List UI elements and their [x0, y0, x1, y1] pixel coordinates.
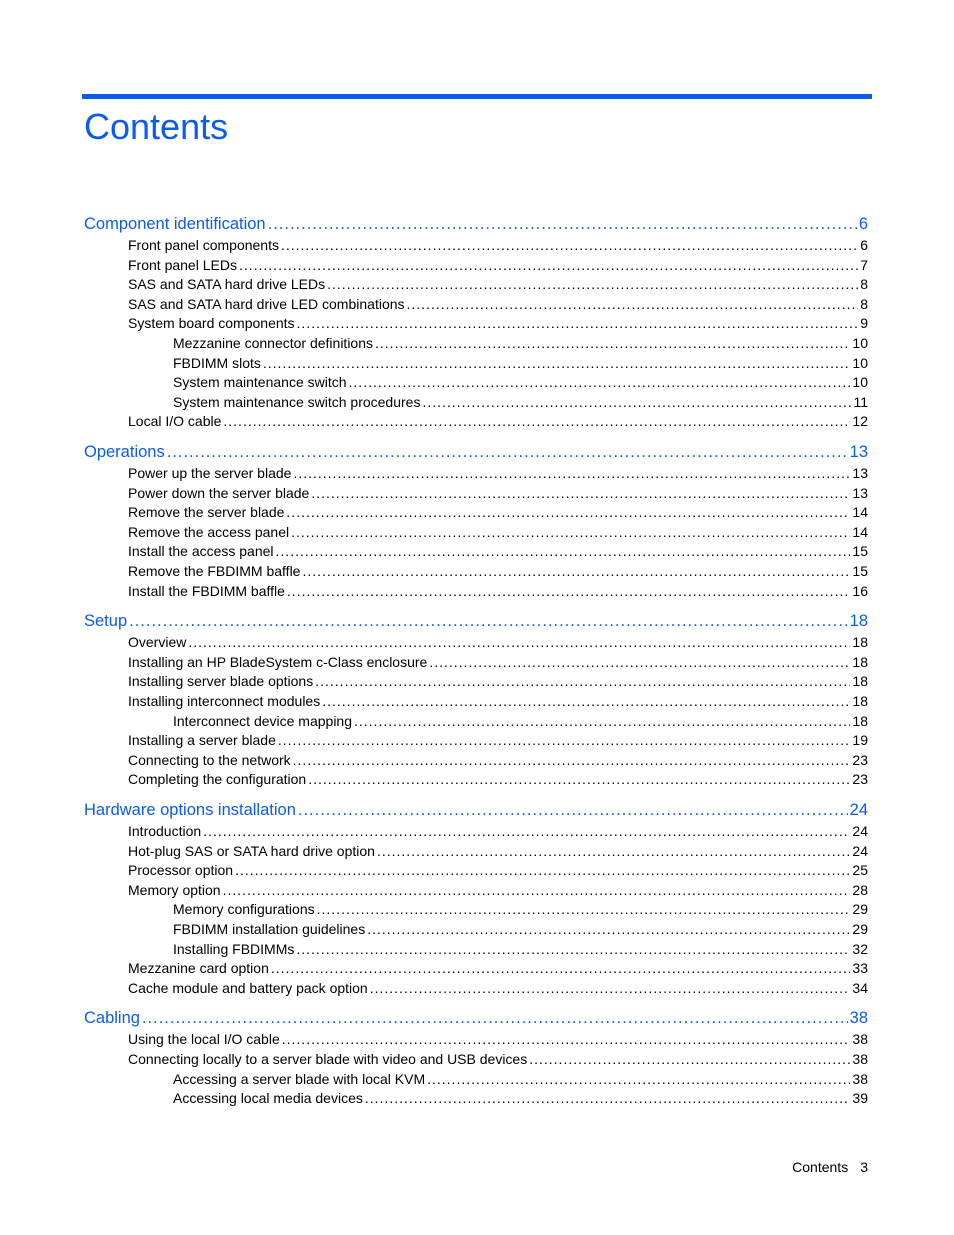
toc-leader-dots [203, 823, 850, 839]
toc-leader-dots [268, 215, 857, 234]
toc-entry-page: 23 [852, 751, 868, 768]
toc-entry-label: Installing a server blade [128, 732, 276, 749]
toc-entry[interactable] [173, 921, 868, 940]
toc-chapter-entry[interactable] [84, 443, 868, 465]
toc-entry-label: System maintenance switch procedures [173, 393, 421, 410]
toc-entry-page: 13 [852, 484, 868, 501]
toc-entry-page: 9 [860, 315, 868, 332]
toc-entry[interactable] [173, 355, 868, 374]
toc-leader-dots [429, 654, 850, 670]
toc-leader-dots [367, 921, 850, 937]
toc-leader-dots [263, 355, 851, 371]
toc-chapter-entry[interactable] [84, 612, 868, 634]
toc-entry-label: Remove the server blade [128, 504, 285, 521]
toc-entry-page: 13 [852, 465, 868, 481]
toc-leader-dots [354, 713, 850, 729]
toc-entry-page: 15 [852, 543, 868, 560]
toc-entry-page: 18 [849, 612, 868, 631]
toc-leader-dots [287, 583, 851, 599]
toc-entry[interactable] [173, 394, 868, 413]
toc-leader-dots [407, 296, 859, 312]
toc-leader-dots [293, 465, 850, 481]
toc-chapter-entry[interactable] [84, 215, 868, 237]
toc-entry-label: Installing server blade options [128, 673, 314, 690]
toc-entry-page: 16 [852, 582, 868, 599]
toc-entry-page: 18 [852, 693, 868, 709]
toc-entry-page: 13 [849, 443, 868, 461]
toc-entry-label: Front panel LEDs [128, 256, 237, 273]
toc-entry-page: 12 [852, 413, 868, 430]
toc-entry-page: 18 [852, 673, 868, 690]
toc-entry-label: Mezzanine card option [128, 960, 269, 977]
toc-entry[interactable] [128, 276, 868, 295]
toc-entry-label: Using the local I/O cable [128, 1031, 280, 1048]
toc-entry[interactable] [128, 583, 868, 602]
toc-entry[interactable] [128, 882, 868, 901]
toc-entry-label: Installing an HP BladeSystem c-Class enclosure [128, 653, 428, 670]
toc-leader-dots [422, 394, 851, 410]
toc-entry[interactable] [128, 673, 868, 692]
toc-leader-dots [281, 237, 858, 253]
toc-leader-dots [239, 257, 858, 273]
toc-entry-page: 38 [852, 1051, 868, 1067]
toc-entry[interactable] [173, 1090, 868, 1109]
toc-leader-dots [223, 882, 851, 898]
toc-entry-label: Setup [84, 612, 128, 631]
toc-entry-page: 23 [852, 771, 868, 788]
footer-page-number: 3 [860, 1159, 868, 1175]
toc-entry-page: 10 [852, 335, 868, 351]
toc-leader-dots [322, 693, 850, 709]
toc-entry-label: SAS and SATA hard drive LEDs [128, 276, 326, 293]
toc-entry-label: Connecting locally to a server blade with video and USB devices [128, 1051, 528, 1067]
toc-entry-label: FBDIMM installation guidelines [173, 921, 366, 937]
toc-leader-dots [349, 374, 851, 390]
toc-leader-dots [271, 960, 851, 976]
toc-entry-label: Operations [84, 443, 165, 461]
toc-entry-label: Accessing a server blade with local KVM [173, 1070, 426, 1087]
toc-entry-page: 25 [852, 862, 868, 879]
toc-entry-label: Accessing local media devices [173, 1090, 363, 1107]
toc-entry-label: Processor option [128, 862, 234, 879]
toc-entry-label: Hot-plug SAS or SATA hard drive option [128, 842, 375, 859]
toc-entry-label: Memory configurations [173, 901, 315, 918]
toc-entry[interactable] [128, 732, 868, 751]
toc-entry-page: 34 [852, 979, 868, 996]
title-rule [82, 94, 872, 99]
toc-chapter-entry[interactable] [84, 801, 868, 823]
toc-leader-dots [302, 563, 850, 579]
toc-leader-dots [315, 673, 850, 689]
toc-entry-label: Completing the configuration [128, 771, 307, 788]
toc-entry-label: Introduction [128, 823, 202, 839]
toc-entry-page: 18 [852, 712, 868, 729]
toc-entry-page: 39 [852, 1090, 868, 1107]
toc-entry-page: 11 [853, 393, 868, 410]
toc-entry-label: Hardware options installation [84, 801, 296, 819]
toc-leader-dots [129, 612, 848, 631]
toc-entry[interactable] [128, 465, 868, 484]
toc-entry-label: Cache module and battery pack option [128, 979, 368, 996]
toc-entry-page: 33 [852, 960, 868, 977]
toc-entry-page: 38 [852, 1070, 868, 1087]
toc-entry[interactable] [173, 941, 868, 960]
toc-leader-dots [327, 276, 858, 292]
toc-entry-page: 18 [852, 653, 868, 670]
toc-entry-label: SAS and SATA hard drive LED combinations [128, 295, 405, 312]
toc-entry-label: Connecting to the network [128, 751, 291, 768]
toc-entry-page: 29 [852, 921, 868, 937]
toc-entry-label: Power down the server blade [128, 484, 310, 501]
toc-entry-page: 14 [852, 504, 868, 521]
page-title: Contents [84, 106, 229, 147]
toc-leader-dots [298, 801, 848, 820]
toc-leader-dots [370, 980, 851, 996]
toc-entry[interactable] [128, 413, 868, 432]
toc-entry-page: 6 [860, 237, 868, 253]
toc-leader-dots [296, 941, 850, 957]
toc-entry[interactable] [128, 752, 868, 771]
toc-entry[interactable] [173, 335, 868, 354]
toc-entry-page: 7 [860, 256, 868, 273]
toc-entry-label: Overview [128, 634, 187, 651]
toc-leader-dots [276, 543, 851, 559]
toc-entry[interactable] [128, 296, 868, 315]
toc-entry[interactable] [128, 1031, 868, 1050]
toc-entry-page: 15 [852, 563, 868, 579]
toc-entry[interactable] [173, 901, 868, 920]
toc-entry-label: Front panel components [128, 237, 279, 253]
toc-entry-page: 10 [852, 374, 868, 391]
toc-entry[interactable] [128, 693, 868, 712]
toc-leader-dots [375, 335, 850, 351]
toc-entry-label: Remove the FBDIMM baffle [128, 563, 301, 579]
toc-leader-dots [529, 1051, 850, 1067]
toc-entry-label: System maintenance switch [173, 374, 347, 391]
toc-leader-dots [278, 732, 851, 748]
toc-leader-dots [365, 1090, 851, 1106]
toc-entry[interactable] [128, 862, 868, 881]
toc-entry-label: Power up the server blade [128, 465, 292, 481]
toc-entry[interactable] [128, 771, 868, 790]
toc-entry[interactable] [128, 634, 868, 653]
toc-entry-page: 32 [852, 940, 868, 957]
toc-chapter-entry[interactable] [84, 1009, 868, 1031]
toc-entry-page: 8 [860, 295, 868, 312]
toc-entry[interactable] [128, 504, 868, 523]
toc-entry[interactable] [128, 543, 868, 562]
toc-entry[interactable] [173, 713, 868, 732]
toc-entry-page: 8 [860, 276, 868, 293]
toc-leader-dots [308, 771, 850, 787]
toc-leader-dots [317, 901, 851, 917]
toc-entry-label: Install the access panel [128, 543, 274, 560]
toc-leader-dots [223, 413, 850, 429]
toc-entry[interactable] [128, 960, 868, 979]
toc-entry-page: 6 [858, 215, 868, 233]
toc-entry-label: Installing FBDIMMs [173, 940, 295, 957]
toc-entry-label: System board components [128, 315, 295, 332]
toc-entry[interactable] [128, 485, 868, 504]
toc-entry[interactable] [128, 843, 868, 862]
toc-entry[interactable] [128, 823, 868, 842]
toc-entry[interactable] [128, 654, 868, 673]
toc-leader-dots [311, 485, 850, 501]
toc-entry[interactable] [128, 1051, 868, 1070]
toc-entry-label: Local I/O cable [128, 413, 222, 430]
toc-entry-label: Memory option [128, 881, 221, 898]
toc-leader-dots [293, 752, 851, 768]
toc-entry[interactable] [128, 563, 868, 582]
toc-entry[interactable] [128, 237, 868, 256]
toc-leader-dots [235, 862, 850, 878]
toc-entry-label: Remove the access panel [128, 523, 290, 540]
toc-leader-dots [286, 504, 850, 520]
footer-label: Contents [792, 1159, 849, 1175]
toc-entry-page: 38 [849, 1009, 868, 1028]
toc-leader-dots [291, 524, 850, 540]
toc-leader-dots [282, 1031, 851, 1047]
toc-entry-label: Component identification [84, 215, 266, 233]
toc-entry-page: 24 [849, 801, 868, 819]
toc-entry-page: 38 [852, 1031, 868, 1048]
toc-entry[interactable] [128, 980, 868, 999]
toc-entry-label: Install the FBDIMM baffle [128, 582, 285, 599]
toc-entry[interactable] [128, 257, 868, 276]
toc-entry-label: FBDIMM slots [173, 354, 261, 371]
toc-entry-page: 14 [852, 523, 868, 540]
toc-leader-dots [297, 315, 859, 331]
toc-entry-label: Interconnect device mapping [173, 712, 352, 729]
toc-leader-dots [377, 843, 850, 859]
toc-entry-page: 19 [852, 732, 868, 749]
page-footer [792, 1159, 868, 1175]
toc-entry-label: Installing interconnect modules [128, 693, 321, 709]
toc-entry[interactable] [173, 1071, 868, 1090]
toc-entry-page: 24 [852, 823, 868, 839]
toc-leader-dots [142, 1009, 848, 1028]
toc-entry[interactable] [128, 315, 868, 334]
toc-entry-page: 28 [852, 881, 868, 898]
toc-entry-page: 24 [852, 842, 868, 859]
toc-entry[interactable] [173, 374, 868, 393]
toc-entry-page: 18 [852, 634, 868, 651]
toc-entry-page: 29 [852, 901, 868, 918]
toc-leader-dots [167, 443, 848, 462]
toc-entry[interactable] [128, 524, 868, 543]
toc-leader-dots [427, 1071, 850, 1087]
toc-entry-label: Cabling [84, 1009, 140, 1028]
toc-entry-page: 10 [852, 354, 868, 371]
toc-leader-dots [188, 634, 850, 650]
toc-entry-label: Mezzanine connector definitions [173, 335, 374, 351]
